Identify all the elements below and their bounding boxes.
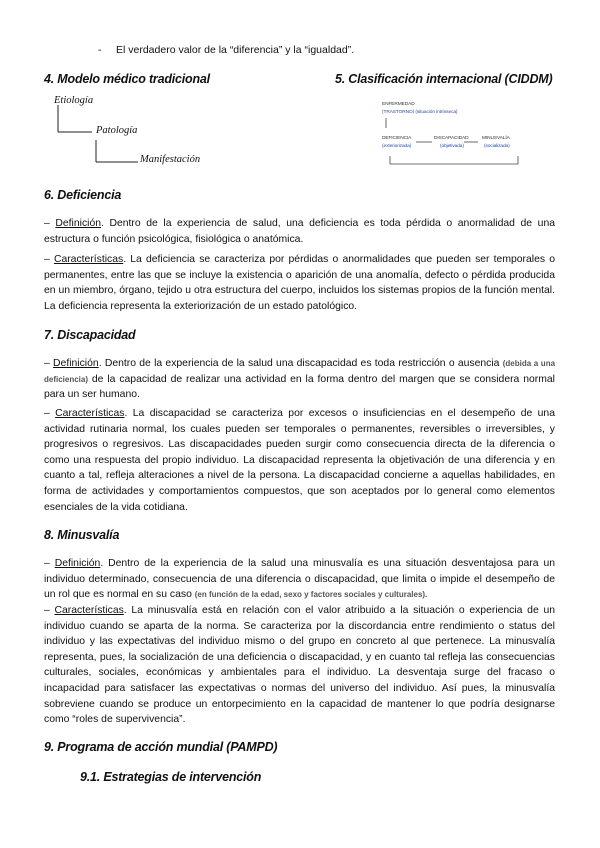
- bullet-text: El verdadero valor de la “diferencia” y la “igualdad”.: [116, 44, 355, 56]
- intro-bullet: [98, 44, 354, 56]
- section-9-1-title: 9.1. Estrategias de intervención: [80, 770, 262, 784]
- ciddm-minusvalia-sub: (socializada): [484, 144, 510, 149]
- section-5-title: 5. Clasificación internacional (CIDDM): [335, 72, 553, 86]
- definicion-text: . Dentro de la experiencia de la salud una minusvalía es una situación desventajosa para un individuo determinado, consecuencia de una diferencia o discapacidad, que limita o impide el desempeño de un rol que es normal en su caso: [44, 558, 556, 601]
- deficiencia-caracteristicas: [44, 252, 555, 314]
- section-7-title: 7. Discapacidad: [44, 328, 136, 342]
- ciddm-lines: [378, 98, 538, 170]
- caracteristicas-label: Características: [53, 254, 124, 265]
- dash: –: [44, 254, 50, 265]
- ciddm-enfermedad: ENFERMEDAD: [382, 102, 415, 107]
- definicion-label: Definición: [55, 218, 102, 229]
- definicion-text: . Dentro de la experiencia de salud, una deficiencia es toda pérdida o anormalidad de una estructura o función psicológica, fisiológica o anatómica.: [44, 218, 555, 245]
- medical-model-diagram: [44, 92, 224, 172]
- definicion-label: Definición: [53, 358, 99, 369]
- section-6-title: 6. Deficiencia: [44, 188, 122, 202]
- definicion-note: (en función de la edad, sexo y factores sociales y culturales).: [194, 590, 428, 600]
- diagram-manifestacion: Manifestación: [140, 154, 201, 165]
- minusvalia-definicion: [44, 556, 555, 603]
- definicion-label: Definición: [54, 558, 101, 569]
- dash: –: [44, 358, 50, 369]
- section-8-title: 8. Minusvalía: [44, 528, 120, 542]
- ciddm-trastorno: (TRASTORNO) (situación intrínseca): [382, 110, 458, 115]
- ciddm-diagram: [378, 98, 538, 170]
- caracteristicas-text: . La discapacidad se caracteriza por excesos o insuficiencias en el desempeño de una actividad rutinaria normal, los cuales pueden ser temporales o permanentes, reversibles o irreversibles, y progresivos o regresivos. Las discapacidades pueden surgir como consecuencia directa de la diferencia o como una respuesta del propio individuo. La discapacidad representa la objetivación de una diferencia y en cuanto a tal, refleja alteraciones a nivel de la persona. La discapacidad concierne a aquellas habilidades, en forma de actividades y comportamientos compuestos, que son aceptados por lo general como elementos esenciales de la vida cotidiana.: [44, 408, 555, 513]
- diagram-etiologia: Etiología: [54, 95, 94, 106]
- ciddm-deficiencia: DEFICIENCIA: [382, 136, 412, 141]
- dash: –: [44, 605, 50, 616]
- diagram-patologia: Patología: [96, 125, 138, 136]
- definicion-note: (debida a una deficiencia): [44, 359, 556, 384]
- caracteristicas-text: . La minusvalía está en relación con el valor atribuido a la situación o experiencia de un individuo cuando se aparta de la norma. Se caracteriza por la discordancia entre rendimiento o status del individuo y las expectativas del individuo mismo o del grupo en concreto al que pertenece. La minusvalía representa, pues, la socialización de una deficiencia o discapacidad, y en cuanto tal refleja las consecuencias culturales, sociales, económicas y ambientales para el individuo. La desventaja surge del fracaso o incapacidad para satisfacer las expectativas o normas del universo del individuo. Así pues, la minusvalía sobreviene cuando se produce un entorpecimiento en la capacidad de mantener lo que podría designarse como “roles de supervivencia”.: [44, 605, 556, 726]
- discapacidad-caracteristicas: [44, 406, 555, 515]
- caracteristicas-label: Características: [55, 408, 125, 419]
- dash: –: [44, 218, 50, 229]
- minusvalia-caracteristicas: [44, 603, 555, 728]
- section-9-title: 9. Programa de acción mundial (PAMPD): [44, 740, 278, 754]
- ciddm-minusvalia: MINUSVALÍA: [482, 136, 510, 141]
- ciddm-discapacidad-sub: (objetivada): [440, 144, 464, 149]
- caracteristicas-label: Características: [54, 605, 124, 616]
- definicion-text-a: . Dentro de la experiencia de la salud una discapacidad es toda restricción o ausencia: [98, 358, 500, 369]
- ciddm-discapacidad: DISCAPACIDAD: [434, 136, 469, 141]
- bullet-dash: -: [98, 44, 102, 56]
- ciddm-deficiencia-sub: (exteriorizada): [382, 144, 412, 149]
- discapacidad-definicion: [44, 356, 555, 403]
- section-4-title: 4. Modelo médico tradicional: [44, 72, 210, 86]
- deficiencia-definicion: [44, 216, 555, 247]
- caracteristicas-text: . La deficiencia se caracteriza por pérdidas o anormalidades que pueden ser temporales o permanentes, entre las que se incluye la existencia o aparición de una anomalía, defecto o pérdida producida en un miembro, órgano, tejido u otra estructura del cuerpo, incluidos los sistemas propios de la función mental. La deficiencia representa la exteriorización de un estado patológico.: [44, 254, 555, 312]
- definicion-text-b: de la capacidad de realizar una actividad en la forma dentro del margen que se considera normal para un ser humano.: [44, 373, 555, 401]
- dash: –: [44, 558, 50, 569]
- dash: –: [44, 408, 50, 419]
